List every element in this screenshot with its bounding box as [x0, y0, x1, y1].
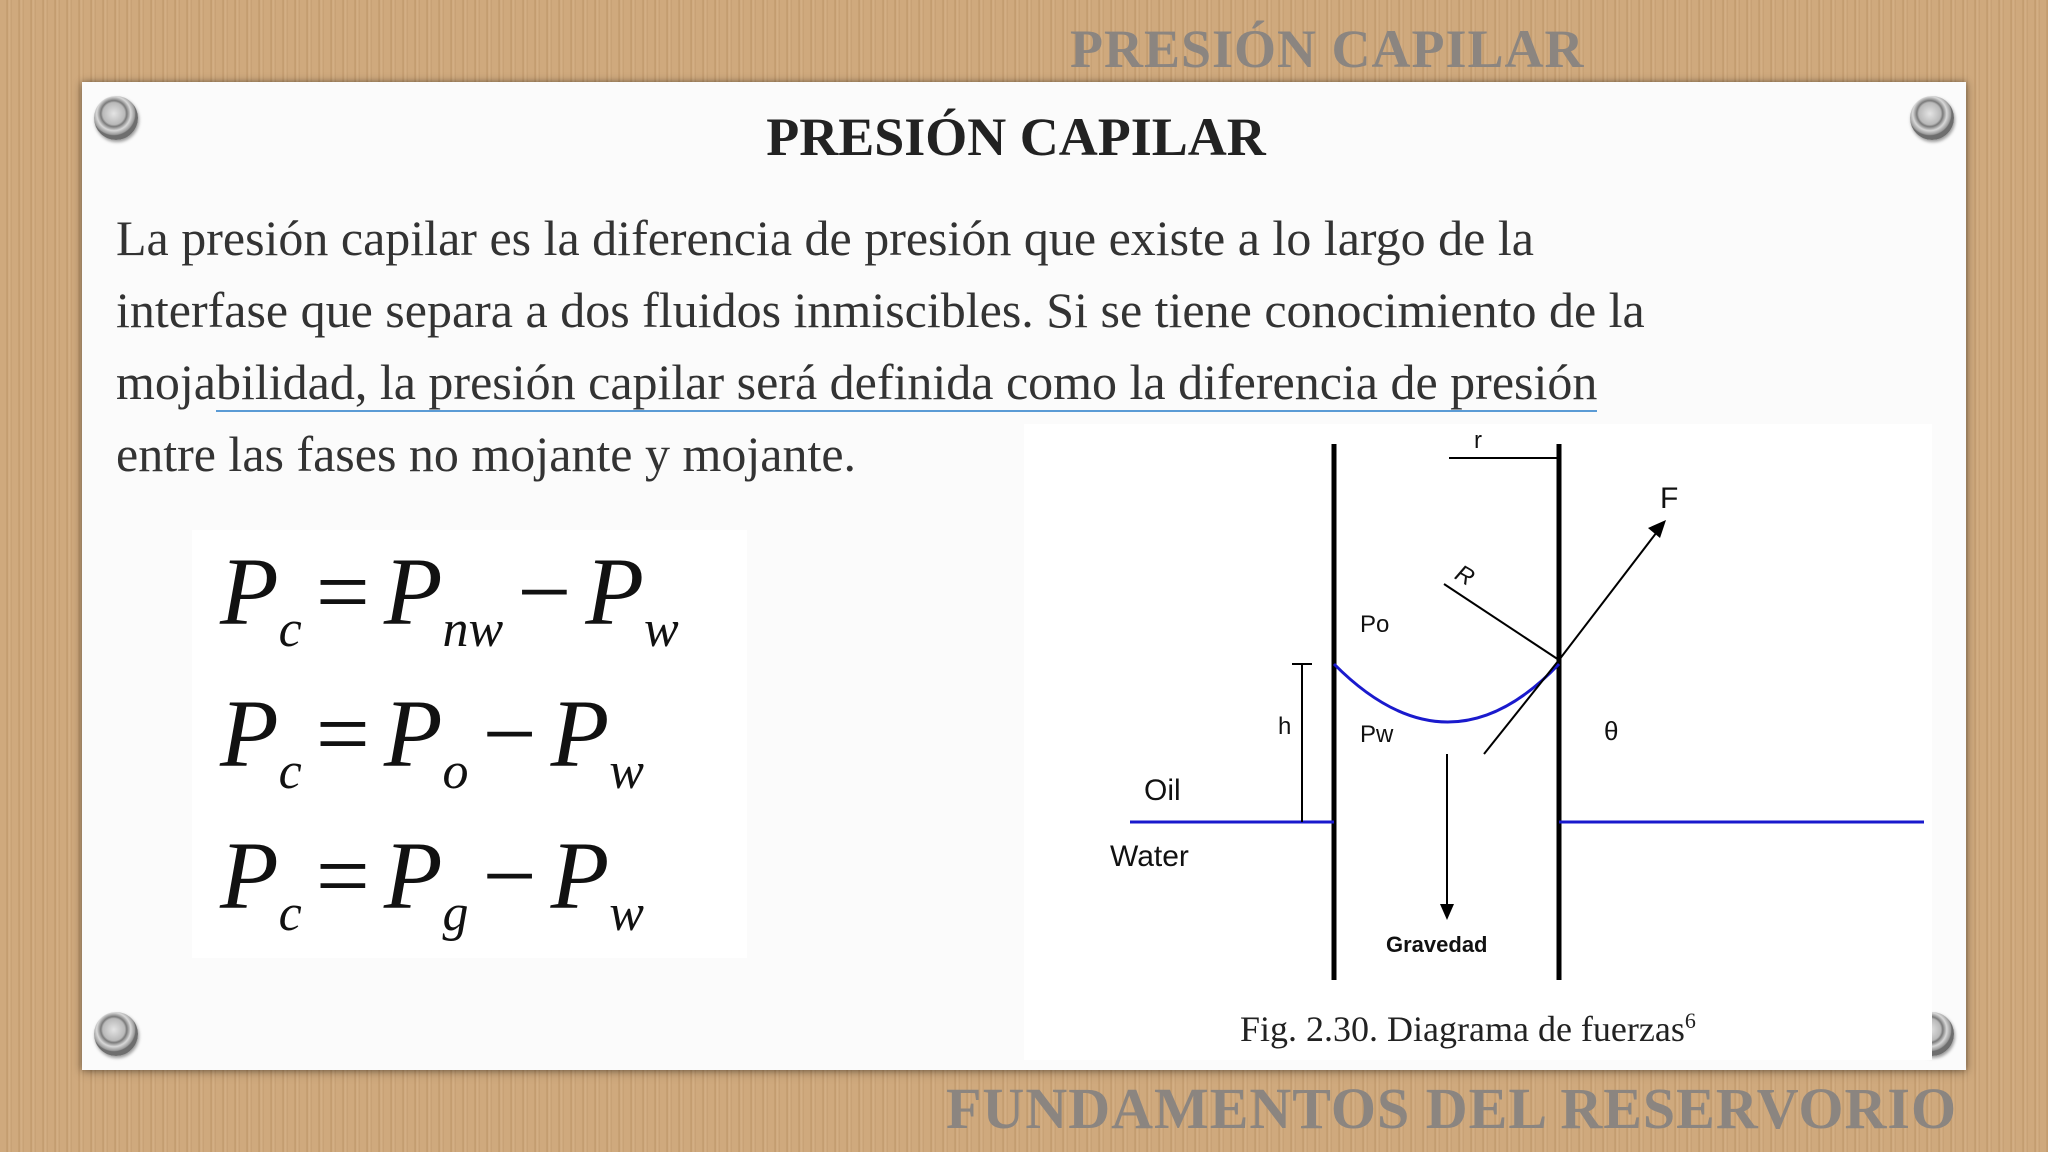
- force-arrow-head: [1648, 520, 1666, 538]
- force-arrow: [1559, 528, 1660, 660]
- meniscus-curve: [1334, 664, 1559, 722]
- paragraph-line-2: interfase que separa a dos fluidos inmiscibles. Si se tiene conocimiento de la: [116, 282, 1645, 338]
- footer-title: FUNDAMENTOS DEL RESERVORIO: [946, 1076, 1958, 1141]
- paragraph-line-4: entre las fases no mojante y mojante.: [116, 426, 857, 482]
- figure-caption: Fig. 2.30. Diagrama de fuerzas$^6$: [1240, 1008, 1696, 1049]
- paragraph-line-3: [116, 346, 1645, 418]
- slide-title: PRESIÓN CAPILAR: [766, 107, 1266, 167]
- paragraph-line-1: La presión capilar es la diferencia de presión que existe a lo largo de la: [116, 210, 1534, 266]
- label-r: r: [1474, 427, 1482, 454]
- formula-box: [192, 530, 747, 958]
- label-water: Water: [1110, 840, 1189, 873]
- formula-3: $P_c = P_g - P_w$: [220, 822, 644, 942]
- paragraph-line-3-underlined: bilidad, la presión capilar será definida como la diferencia de presión: [215, 354, 1598, 410]
- label-h: h: [1278, 713, 1292, 740]
- slide-card: [82, 82, 1966, 1070]
- formula-2: $P_c = P_o - P_w$: [220, 680, 644, 800]
- force-diagram-svg: [1024, 424, 1932, 1060]
- label-oil: Oil: [1144, 774, 1181, 807]
- label-Po: Po: [1360, 611, 1390, 638]
- label-F: F: [1660, 482, 1679, 515]
- gravity-arrow-head: [1440, 904, 1454, 920]
- force-diagram: [1024, 424, 1932, 1060]
- paragraph-line-3-start: moja: [116, 354, 216, 410]
- label-theta: θ: [1604, 716, 1619, 746]
- contact-tangent-line: [1484, 660, 1559, 754]
- grommet-bottom-left: [94, 1012, 138, 1056]
- label-gravity: Gravedad: [1386, 932, 1488, 957]
- formula-1: $P_c = P_{nw} - P_w$: [220, 538, 679, 658]
- curvature-radius-line: [1444, 584, 1559, 660]
- label-Pw: Pw: [1360, 721, 1394, 748]
- header-title: PRESIÓN CAPILAR: [1070, 19, 1585, 79]
- label-R: R: [1450, 559, 1479, 592]
